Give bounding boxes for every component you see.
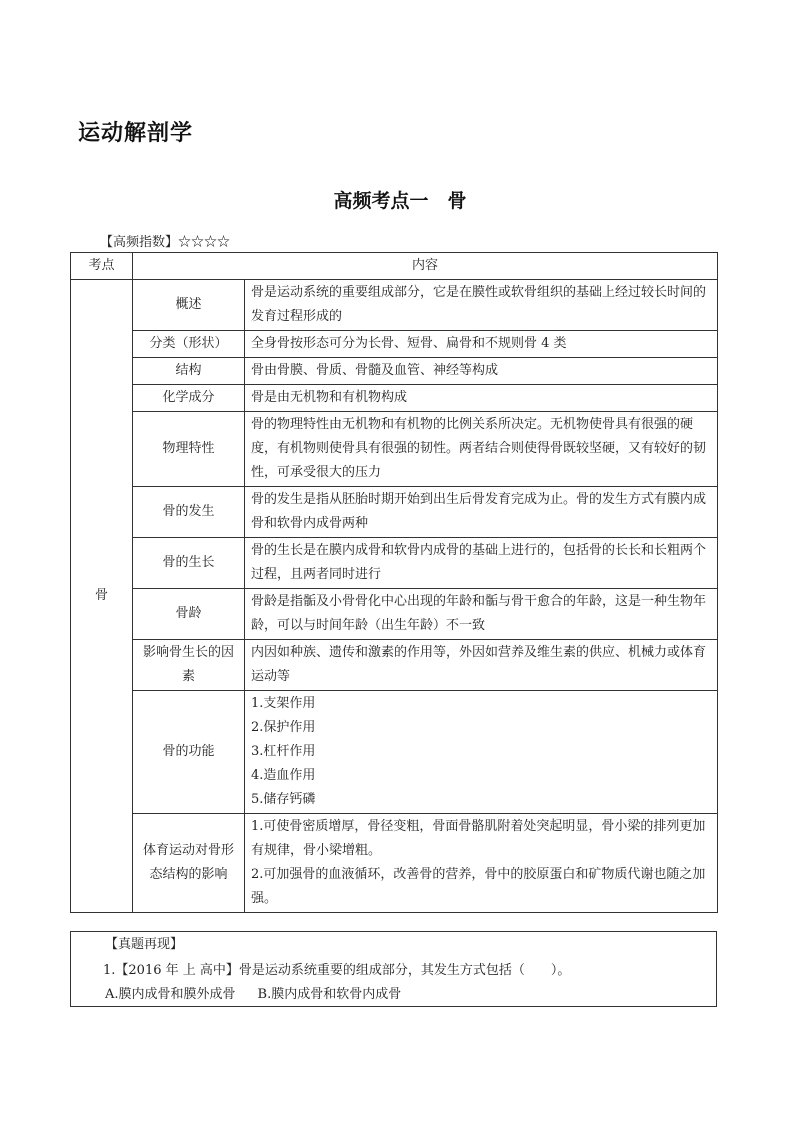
exam-heading: 【真题再现】 (105, 937, 184, 952)
table-row (71, 640, 718, 691)
row-content: 全身骨按形态可分为长骨、短骨、扁骨和不规则骨 4 类 (245, 331, 718, 358)
row-item: 骨的生长 (133, 538, 245, 589)
sport-effects (245, 814, 718, 913)
row-item: 体育运动对骨形态结构的影响 (133, 814, 245, 913)
exam-options (105, 983, 401, 1007)
row-item: 结构 (133, 358, 245, 385)
function-list-item: 1.支架作用 (251, 696, 316, 711)
row-item: 影响骨生长的因素 (133, 640, 245, 691)
function-list-item: 3.杠杆作用 (251, 744, 316, 759)
row-content: 骨由骨膜、骨质、骨髓及血管、神经等构成 (245, 358, 718, 385)
table-row-sport (71, 814, 718, 913)
row-item: 化学成分 (133, 385, 245, 412)
row-item: 物理特性 (133, 412, 245, 487)
table-row (71, 385, 718, 412)
row-content: 骨的物理特性由无机物和有机物的比例关系所决定。无机物使骨具有很强的硬度，有机物则使骨具有很强的韧性。两者结合则使得骨既较坚硬，又有较好的韧性，可承受很大的压力 (245, 412, 718, 487)
row-content: 骨是由无机物和有机物构成 (245, 385, 718, 412)
function-list-item: 5.储存钙磷 (251, 792, 316, 807)
table-row (71, 487, 718, 538)
table-row (71, 358, 718, 385)
row-content: 骨的发生是指从胚胎时期开始到出生后骨发育完成为止。骨的发生方式有膜内成骨和软骨内成骨两种 (245, 487, 718, 538)
table-row (71, 280, 718, 331)
sport-effect-paragraph: 1.可使骨密质增厚，骨径变粗，骨面骨骼肌附着处突起明显，骨小梁的排列更加有规律，骨小梁增粗。 (251, 819, 706, 858)
row-content: 内因如种族、遗传和激素的作用等，外因如营养及维生素的供应、机械力或体育运动等 (245, 640, 718, 691)
table-row (71, 538, 718, 589)
header-point: 考点 (71, 253, 133, 280)
frequency-stars: ☆☆☆☆ (178, 235, 231, 250)
header-content: 内容 (133, 253, 718, 280)
table-row (71, 589, 718, 640)
option-b[interactable]: B.膜内成骨和软骨内成骨 (257, 987, 402, 1002)
table-header-row (71, 253, 718, 280)
function-list-item: 2.保护作用 (251, 720, 316, 735)
option-a[interactable]: A.膜内成骨和膜外成骨 (105, 987, 236, 1002)
frequency-index (100, 231, 230, 250)
exam-question: 1.【2016 年 上 高中】骨是运动系统重要的组成部分，其发生方式包括（ ）。 (103, 963, 571, 978)
row-item: 概述 (133, 280, 245, 331)
row-content: 骨的生长是在膜内成骨和软骨内成骨的基础上进行的，包括骨的长长和长粗两个过程，且两者同时进行 (245, 538, 718, 589)
row-item: 骨龄 (133, 589, 245, 640)
table-row-function (71, 691, 718, 814)
knowledge-table (70, 252, 718, 913)
function-list-item: 4.造血作用 (251, 768, 316, 783)
row-item: 骨的功能 (133, 691, 245, 814)
row-content: 骨是运动系统的重要组成部分，它是在膜性或软骨组织的基础上经过较长时间的发育过程形成的 (245, 280, 718, 331)
topic-cell: 骨 (71, 280, 133, 913)
row-item: 分类（形状） (133, 331, 245, 358)
frequency-label: 【高频指数】 (100, 235, 179, 250)
table-row (71, 331, 718, 358)
table-row (71, 412, 718, 487)
chapter-title: 运动解剖学 (78, 121, 194, 146)
sport-effect-paragraph: 2.可加强骨的血液循环，改善骨的营养，骨中的胶原蛋白和矿物质代谢也随之加强。 (251, 867, 706, 906)
row-content: 骨龄是指骺及小骨骨化中心出现的年龄和骺与骨干愈合的年龄，这是一种生物年龄，可以与时间年龄（出生年龄）不一致 (245, 589, 718, 640)
row-item: 骨的发生 (133, 487, 245, 538)
exam-box (70, 931, 717, 1007)
function-list (245, 691, 718, 814)
section-title: 高频考点一 骨 (333, 190, 467, 212)
